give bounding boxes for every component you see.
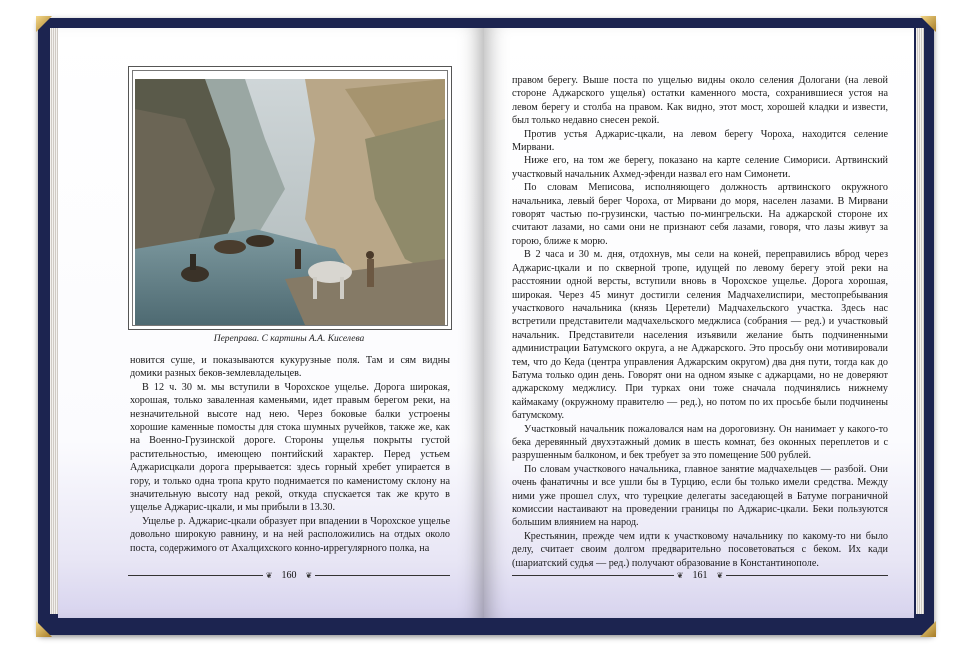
- paragraph: По словам Меписова, исполняющего должность артвинского окружного начальника, левый берег Чороха, от Мирвани до моря, населен лазами. В Мирвани говорят частью по-грузински, частью по-мингрельски. На аджарской стороне их считают лазами, но сами они не признают себя лазами, говоря, что лазы живут за горою, ближе к морю.: [512, 182, 888, 247]
- folio-rule: [315, 575, 450, 576]
- illustration-frame: [128, 66, 452, 330]
- right-page-text: [512, 74, 888, 570]
- paragraph: новится суше, и показываются кукурузные поля. Там и сям видны домики разных беков-землевладельцев.: [130, 355, 450, 380]
- page-number: 160: [281, 569, 297, 581]
- page-edges-left: [50, 28, 58, 614]
- paragraph: В 12 ч. 30 м. мы вступили в Чорохское ущелье. Дорога широкая, хорошая, только заваленная каменьями, идет правым берегом реки, на незначительной высоте над нею. Через боковые балки устроены хорошие каменные помосты для стока шумных ручейков, также же, как на Военно-Грузинской дороге. Стороны ущелья покрыты густой растительностью, имеющею понтийский характер. Перед устьем Аджарисцкали дорога прерывается: здесь горный хребет упирается в гору, и только одна тропа круто поднимается по каменистому склону на значительную высоту над рекой, откуда спускается так же круто в ущелье Аджарис-цкали, и мы прибыли в 13.30.: [130, 381, 450, 514]
- paragraph: Ниже его, на том же берегу, показано на карте селение Симориси. Артвинский участковый начальник Ахмед-эфенди назвал его нам Симонети.: [512, 155, 888, 180]
- paragraph: Участковый начальник пожаловался нам на дороговизну. Он нанимает у какого-то бека деревянный двухэтажный домик в шесть комнат, без оконных переплетов и с разрушенным балконом, и бек требует за это помещение 500 рублей.: [512, 423, 888, 462]
- illustration-caption: Переправа. С картины А.А. Киселева: [213, 334, 365, 344]
- paragraph: В 2 часа и 30 м. дня, отдохнув, мы сели на коней, переправились вброд через Аджарис-цкали и по скверной тропе, идущей по левому берегу этой реки на расстоянии одной версты, вступили вновь в Чорохское ущелье. Дорога хорошая, широкая. Через 45 минут достигли селения Мадчахелиспири, местопребывания участкового начальника (князь Церетели) Мадчахельского участка. Здесь нас встретили представители мадчахельского меджлиса (собрания — ред.) и участковый начальник. Представители населения изъявили желание быть подчиненными администрации Батумского округа, а не Аджарского. Это просьбу они мотивировали тем, что до Кеда (центра управления Аджарским округом) два дня пути, тогда как до Батума только один день. Говорят они на одном языке с аджарцами, но не доверяют аджарскому меджлису. При турках они тоже сначала подчинялись нижнему каймакаму (окружному правителю — ред.), но потом по их просьбе были подчинены батумскому.: [512, 249, 888, 422]
- ornament-icon: ❦: [305, 570, 313, 580]
- paragraph: Крестьянин, прежде чем идти к участковому начальнику по какому-то ни было делу, считает своим долгом предварительно посоветоваться с беком. Их кади (шариатский судья — ред.) получают образование в Константинополе.: [512, 530, 888, 569]
- left-page[interactable]: [58, 28, 484, 618]
- paragraph: Ущелье р. Аджарис-цкали образует при впадении в Чорохское ущелье довольно широкую равнину, и на ней расположились на отдых около поста, содержимого от Ахалцихского конно-иррегулярного полка, на: [130, 515, 450, 554]
- paragraph: По словам участкового начальника, главное занятие мадчахельцев — разбой. Они очень фанатичны и все ушли бы в Турцию, если бы только имели средства. Между ними уже прошел слух, что турецкие делегаты заседающей в Батуме пограничной комиссии настаивают на проведении границы по Аджарис-цкали. Беки пользуются большим влиянием на народ.: [512, 463, 888, 529]
- left-page-text: [130, 354, 450, 555]
- ornament-icon: ❦: [716, 570, 724, 580]
- paragraph: Против устья Аджарис-цкали, на левом берегу Чороха, находится селение Мирвани.: [512, 128, 888, 154]
- right-page[interactable]: [484, 28, 914, 618]
- folio-rule: [512, 575, 674, 576]
- painting-illustration: [135, 79, 445, 325]
- paragraph: правом берегу. Выше поста по ущелью видны около селения Дологани (на левой стороне Аджарского ущелья) остатки каменного моста, сохранившиеся устоя на левом берегу и столба на правом. Как видно, этот мост, хорошей кладки и извести, был только недавно снесен рекой.: [512, 75, 888, 127]
- ornament-icon: ❦: [265, 570, 273, 580]
- ornament-icon: ❦: [676, 570, 684, 580]
- folio-rule: [726, 575, 888, 576]
- page-edges-right: [916, 28, 924, 614]
- right-folio: [512, 568, 888, 582]
- page-number: 161: [692, 569, 708, 581]
- left-folio: [128, 568, 450, 582]
- folio-rule: [128, 575, 263, 576]
